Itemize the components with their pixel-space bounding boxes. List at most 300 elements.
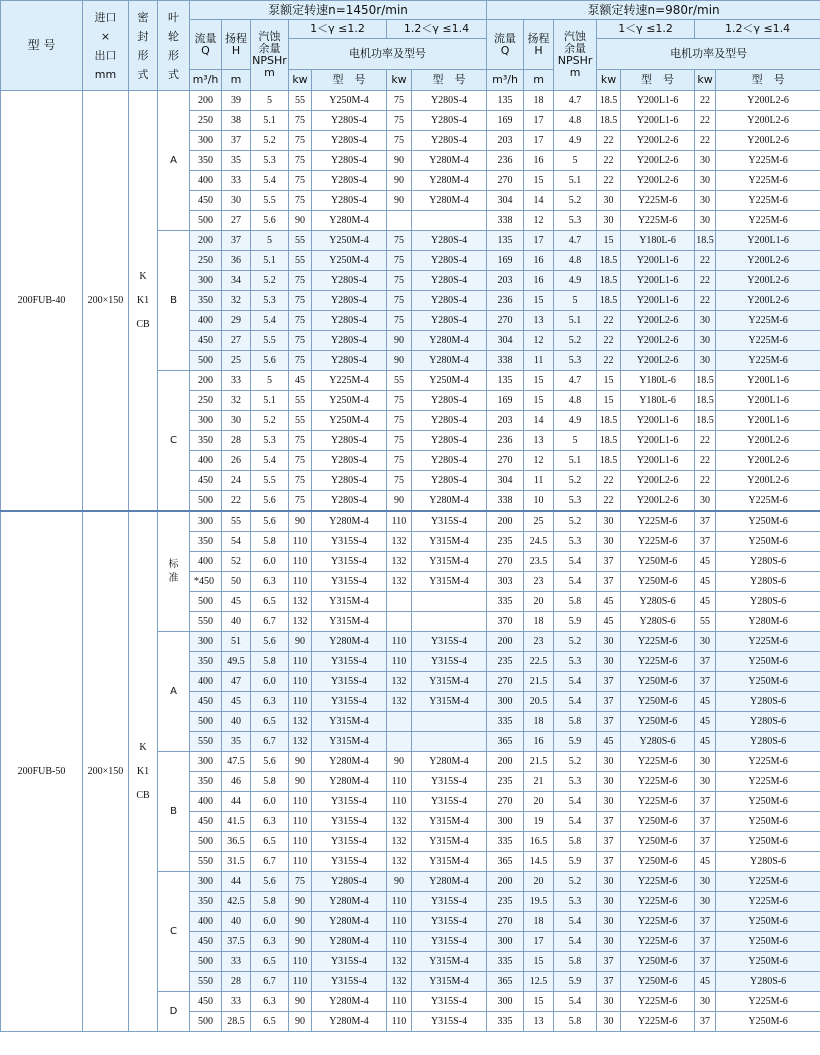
cell-npsh-980: 5 [554, 291, 597, 311]
cell-flow-980: 203 [487, 271, 524, 291]
cell-kw-high-1450 [387, 712, 412, 732]
cell-motor-high-1450: Y280S-4 [412, 451, 487, 471]
cell-kw-low-1450: 75 [289, 311, 312, 331]
cell-flow-980: 303 [487, 572, 524, 592]
cell-npsh-1450: 6.3 [251, 572, 289, 592]
cell-flow-980: 203 [487, 411, 524, 431]
cell-flow-980: 300 [487, 692, 524, 712]
cell-kw-high-980: 18.5 [695, 371, 716, 391]
cell-head-980: 23.5 [524, 552, 554, 572]
cell-motor-high-980: Y200L2-6 [716, 291, 820, 311]
cell-kw-high-1450: 132 [387, 972, 412, 992]
cell-motor-low-980: Y225M-6 [621, 211, 695, 231]
cell-npsh-980: 5 [554, 151, 597, 171]
cell-flow-1450: 400 [190, 311, 222, 331]
cell-motor-high-980: Y200L2-6 [716, 471, 820, 491]
table-row [1, 511, 820, 532]
cell-kw-low-1450: 110 [289, 572, 312, 592]
cell-head-980: 16 [524, 251, 554, 271]
cell-flow-980: 304 [487, 191, 524, 211]
cell-motor-high-1450: Y280M-4 [412, 331, 487, 351]
cell-head-980: 16 [524, 151, 554, 171]
cell-kw-low-1450: 90 [289, 932, 312, 952]
cell-motor-low-980: Y280S-6 [621, 592, 695, 612]
cell-head-1450: 47 [222, 672, 251, 692]
cell-head-980: 15 [524, 992, 554, 1012]
cell-kw-high-980: 22 [695, 131, 716, 151]
cell-flow-1450: 450 [190, 692, 222, 712]
impeller-cell: A [158, 632, 190, 752]
cell-kw-low-980: 18.5 [597, 271, 621, 291]
cell-npsh-980: 5.2 [554, 471, 597, 491]
cell-motor-high-1450: Y315S-4 [412, 1012, 487, 1032]
cell-head-980: 13 [524, 431, 554, 451]
cell-kw-low-1450: 75 [289, 191, 312, 211]
cell-motor-high-980: Y200L2-6 [716, 131, 820, 151]
cell-flow-980: 300 [487, 992, 524, 1012]
cell-kw-low-980: 37 [597, 552, 621, 572]
cell-flow-980: 335 [487, 832, 524, 852]
cell-kw-high-980: 30 [695, 632, 716, 652]
cell-npsh-1450: 5 [251, 91, 289, 111]
cell-head-1450: 32 [222, 291, 251, 311]
cell-flow-980: 270 [487, 912, 524, 932]
cell-kw-low-980: 37 [597, 712, 621, 732]
cell-head-980: 20 [524, 592, 554, 612]
cell-motor-low-1450: Y315S-4 [312, 532, 387, 552]
cell-npsh-1450: 5.8 [251, 532, 289, 552]
cell-flow-1450: 350 [190, 532, 222, 552]
cell-head-980: 15 [524, 371, 554, 391]
cell-motor-low-980: Y250M-6 [621, 832, 695, 852]
cell-head-980: 17 [524, 111, 554, 131]
cell-motor-low-980: Y200L2-6 [621, 331, 695, 351]
cell-npsh-980: 5.3 [554, 532, 597, 552]
cell-motor-high-1450: Y280S-4 [412, 411, 487, 431]
cell-motor-low-980: Y250M-6 [621, 712, 695, 732]
cell-npsh-1450: 6.3 [251, 812, 289, 832]
cell-kw-high-980: 22 [695, 251, 716, 271]
cell-kw-low-1450: 90 [289, 752, 312, 772]
cell-head-980: 14.5 [524, 852, 554, 872]
cell-npsh-980: 4.7 [554, 91, 597, 111]
cell-kw-low-980: 45 [597, 592, 621, 612]
cell-motor-high-1450: Y280S-4 [412, 131, 487, 151]
cell-head-1450: 55 [222, 511, 251, 532]
cell-head-980: 17 [524, 231, 554, 251]
cell-motor-low-1450: Y315M-4 [312, 712, 387, 732]
cell-motor-high-980: Y200L1-6 [716, 231, 820, 251]
cell-motor-low-980: Y225M-6 [621, 532, 695, 552]
cell-kw-high-1450: 110 [387, 932, 412, 952]
header-flow-unit-1450: m³/h [190, 70, 222, 91]
cell-npsh-1450: 6.5 [251, 832, 289, 852]
cell-head-1450: 51 [222, 632, 251, 652]
cell-motor-high-980: Y200L1-6 [716, 391, 820, 411]
cell-motor-high-980: Y225M-6 [716, 331, 820, 351]
cell-npsh-980: 4.7 [554, 231, 597, 251]
cell-head-980: 21.5 [524, 752, 554, 772]
cell-motor-high-980: Y280S-6 [716, 552, 820, 572]
cell-head-1450: 41.5 [222, 812, 251, 832]
cell-kw-low-980: 22 [597, 491, 621, 512]
cell-npsh-1450: 5.6 [251, 491, 289, 512]
cell-head-1450: 40 [222, 612, 251, 632]
cell-npsh-980: 5.4 [554, 692, 597, 712]
cell-motor-low-980: Y225M-6 [621, 511, 695, 532]
cell-kw-high-980: 45 [695, 712, 716, 732]
cell-head-980: 13 [524, 311, 554, 331]
header-type-980-a: 型 号 [621, 70, 695, 91]
cell-kw-high-1450: 90 [387, 171, 412, 191]
header-type-980-b: 型 号 [716, 70, 820, 91]
cell-motor-low-980: Y180L-6 [621, 371, 695, 391]
cell-motor-low-1450: Y280S-4 [312, 491, 387, 512]
cell-npsh-1450: 5.2 [251, 271, 289, 291]
cell-motor-low-980: Y250M-6 [621, 672, 695, 692]
cell-kw-high-980: 37 [695, 1012, 716, 1032]
cell-motor-low-1450: Y315S-4 [312, 792, 387, 812]
header-gamma-high-980: 1.2＜γ ≤1.4 [695, 20, 820, 39]
cell-head-980: 15 [524, 291, 554, 311]
cell-kw-low-980: 15 [597, 371, 621, 391]
cell-npsh-980: 5.8 [554, 832, 597, 852]
cell-motor-high-1450 [412, 612, 487, 632]
cell-flow-980: 236 [487, 291, 524, 311]
cell-motor-high-980: Y200L2-6 [716, 111, 820, 131]
table-row [1, 91, 820, 111]
cell-motor-low-1450: Y250M-4 [312, 411, 387, 431]
cell-kw-low-980: 30 [597, 772, 621, 792]
cell-kw-low-1450: 90 [289, 772, 312, 792]
cell-motor-low-1450: Y280M-4 [312, 632, 387, 652]
header-gamma-high-1450: 1.2＜γ ≤1.4 [387, 20, 487, 39]
cell-kw-high-980: 18.5 [695, 231, 716, 251]
cell-kw-high-980: 30 [695, 992, 716, 1012]
cell-motor-low-980: Y200L2-6 [621, 491, 695, 512]
cell-head-1450: 49.5 [222, 652, 251, 672]
cell-motor-high-980: Y250M-6 [716, 652, 820, 672]
cell-kw-high-980: 30 [695, 191, 716, 211]
cell-kw-low-980: 22 [597, 311, 621, 331]
cell-motor-low-980: Y250M-6 [621, 952, 695, 972]
cell-npsh-1450: 5.6 [251, 211, 289, 231]
cell-kw-high-1450: 75 [387, 271, 412, 291]
cell-npsh-1450: 5.1 [251, 391, 289, 411]
cell-npsh-980: 5.2 [554, 511, 597, 532]
cell-motor-high-1450 [412, 712, 487, 732]
cell-npsh-980: 5.4 [554, 792, 597, 812]
cell-flow-1450: 200 [190, 91, 222, 111]
cell-flow-1450: 500 [190, 592, 222, 612]
cell-kw-low-1450: 75 [289, 131, 312, 151]
cell-npsh-1450: 5.8 [251, 652, 289, 672]
cell-flow-1450: 400 [190, 171, 222, 191]
cell-kw-high-1450: 90 [387, 151, 412, 171]
model-cell: 200FUB-50 [1, 511, 83, 1032]
cell-motor-low-1450: Y225M-4 [312, 371, 387, 391]
header-head-unit-980: m [524, 70, 554, 91]
cell-motor-high-1450: Y315S-4 [412, 932, 487, 952]
cell-flow-1450: 300 [190, 632, 222, 652]
cell-flow-1450: 400 [190, 912, 222, 932]
cell-kw-high-980: 22 [695, 271, 716, 291]
size-cell: 200×150 [83, 91, 129, 512]
seal-code: CB [136, 318, 150, 330]
cell-motor-high-980: Y200L1-6 [716, 371, 820, 391]
cell-kw-high-980: 45 [695, 552, 716, 572]
cell-motor-high-1450: Y315S-4 [412, 992, 487, 1012]
cell-motor-high-1450: Y280M-4 [412, 351, 487, 371]
cell-kw-high-1450: 132 [387, 532, 412, 552]
cell-npsh-980: 5.1 [554, 171, 597, 191]
cell-kw-low-980: 45 [597, 732, 621, 752]
cell-motor-low-1450: Y315M-4 [312, 592, 387, 612]
cell-kw-high-1450: 90 [387, 191, 412, 211]
cell-kw-high-1450: 90 [387, 491, 412, 512]
cell-motor-high-980: Y200L2-6 [716, 271, 820, 291]
cell-npsh-1450: 5.8 [251, 892, 289, 912]
cell-flow-980: 300 [487, 812, 524, 832]
cell-kw-high-1450: 132 [387, 572, 412, 592]
cell-kw-high-1450: 75 [387, 311, 412, 331]
cell-head-1450: 30 [222, 411, 251, 431]
cell-flow-1450: 350 [190, 772, 222, 792]
cell-motor-high-1450: Y280S-4 [412, 471, 487, 491]
cell-kw-high-1450: 75 [387, 111, 412, 131]
cell-npsh-980: 4.9 [554, 271, 597, 291]
cell-head-980: 11 [524, 471, 554, 491]
cell-kw-low-1450: 132 [289, 732, 312, 752]
cell-flow-1450: 450 [190, 471, 222, 491]
header-kw-980-a: kw [597, 70, 621, 91]
impeller-cell: C [158, 872, 190, 992]
cell-npsh-1450: 5.4 [251, 171, 289, 191]
cell-npsh-980: 4.8 [554, 111, 597, 131]
cell-kw-low-980: 22 [597, 151, 621, 171]
cell-kw-high-980: 37 [695, 932, 716, 952]
cell-flow-980: 235 [487, 892, 524, 912]
cell-kw-high-980: 37 [695, 652, 716, 672]
cell-flow-1450: 450 [190, 992, 222, 1012]
cell-motor-low-1450: Y315S-4 [312, 952, 387, 972]
cell-motor-high-980: Y225M-6 [716, 992, 820, 1012]
cell-flow-980: 270 [487, 311, 524, 331]
cell-flow-980: 203 [487, 131, 524, 151]
cell-motor-low-980: Y200L1-6 [621, 271, 695, 291]
cell-motor-high-980: Y250M-6 [716, 832, 820, 852]
cell-flow-980: 270 [487, 451, 524, 471]
cell-motor-low-1450: Y250M-4 [312, 251, 387, 271]
cell-head-1450: 36 [222, 251, 251, 271]
cell-flow-1450: 250 [190, 251, 222, 271]
cell-motor-high-980: Y225M-6 [716, 491, 820, 512]
cell-kw-low-1450: 90 [289, 892, 312, 912]
cell-kw-high-1450: 132 [387, 692, 412, 712]
cell-motor-high-980: Y280M-6 [716, 612, 820, 632]
cell-kw-high-1450: 75 [387, 231, 412, 251]
cell-npsh-1450: 5.3 [251, 151, 289, 171]
cell-motor-high-1450: Y280M-4 [412, 872, 487, 892]
cell-motor-low-980: Y180L-6 [621, 391, 695, 411]
cell-head-1450: 46 [222, 772, 251, 792]
cell-npsh-1450: 5.3 [251, 431, 289, 451]
cell-kw-low-980: 30 [597, 532, 621, 552]
cell-head-1450: 37 [222, 131, 251, 151]
cell-npsh-980: 5.3 [554, 772, 597, 792]
cell-head-980: 19 [524, 812, 554, 832]
cell-npsh-980: 5.3 [554, 211, 597, 231]
cell-kw-high-1450: 132 [387, 832, 412, 852]
cell-kw-high-980: 30 [695, 351, 716, 371]
cell-motor-low-1450: Y280S-4 [312, 451, 387, 471]
cell-kw-low-1450: 75 [289, 872, 312, 892]
cell-npsh-1450: 5.6 [251, 872, 289, 892]
cell-npsh-1450: 5.4 [251, 311, 289, 331]
cell-kw-low-1450: 75 [289, 351, 312, 371]
cell-head-1450: 22 [222, 491, 251, 512]
cell-head-1450: 50 [222, 572, 251, 592]
cell-flow-1450: 400 [190, 672, 222, 692]
cell-head-1450: 26 [222, 451, 251, 471]
cell-head-980: 24.5 [524, 532, 554, 552]
cell-motor-high-980: Y280S-6 [716, 852, 820, 872]
cell-kw-low-1450: 110 [289, 952, 312, 972]
cell-flow-1450: 550 [190, 972, 222, 992]
cell-kw-high-980: 30 [695, 872, 716, 892]
cell-motor-high-980: Y250M-6 [716, 952, 820, 972]
cell-head-980: 16.5 [524, 832, 554, 852]
cell-motor-high-980: Y250M-6 [716, 672, 820, 692]
cell-head-980: 15 [524, 171, 554, 191]
cell-motor-high-1450: Y315S-4 [412, 511, 487, 532]
cell-motor-low-1450: Y280M-4 [312, 1012, 387, 1032]
header-model: 型 号 [1, 1, 83, 91]
cell-motor-low-980: Y200L1-6 [621, 411, 695, 431]
cell-motor-low-1450: Y315S-4 [312, 852, 387, 872]
cell-motor-high-1450: Y315S-4 [412, 892, 487, 912]
cell-kw-high-980: 37 [695, 511, 716, 532]
cell-kw-high-980: 22 [695, 431, 716, 451]
cell-flow-1450: 250 [190, 111, 222, 131]
cell-npsh-980: 5.9 [554, 852, 597, 872]
cell-head-1450: 47.5 [222, 752, 251, 772]
cell-motor-high-1450: Y315M-4 [412, 972, 487, 992]
cell-kw-low-980: 18.5 [597, 251, 621, 271]
cell-kw-low-980: 22 [597, 171, 621, 191]
cell-kw-low-1450: 90 [289, 632, 312, 652]
cell-flow-1450: 550 [190, 732, 222, 752]
cell-npsh-980: 5.4 [554, 672, 597, 692]
cell-npsh-1450: 5.6 [251, 511, 289, 532]
cell-kw-high-980: 55 [695, 612, 716, 632]
cell-npsh-980: 5.4 [554, 552, 597, 572]
cell-npsh-1450: 6.7 [251, 732, 289, 752]
cell-kw-low-1450: 110 [289, 832, 312, 852]
cell-kw-low-980: 37 [597, 672, 621, 692]
cell-npsh-1450: 6.7 [251, 972, 289, 992]
cell-flow-980: 200 [487, 632, 524, 652]
cell-motor-low-1450: Y280M-4 [312, 211, 387, 231]
cell-npsh-980: 4.9 [554, 411, 597, 431]
cell-flow-980: 338 [487, 211, 524, 231]
cell-motor-high-980: Y250M-6 [716, 511, 820, 532]
cell-kw-low-1450: 55 [289, 251, 312, 271]
cell-kw-low-1450: 75 [289, 491, 312, 512]
cell-motor-high-980: Y280S-6 [716, 732, 820, 752]
impeller-cell: A [158, 91, 190, 231]
cell-motor-low-980: Y225M-6 [621, 1012, 695, 1032]
cell-kw-high-980: 30 [695, 211, 716, 231]
cell-kw-low-1450: 110 [289, 692, 312, 712]
cell-motor-high-980: Y250M-6 [716, 812, 820, 832]
cell-motor-high-980: Y200L2-6 [716, 91, 820, 111]
cell-npsh-1450: 5.5 [251, 471, 289, 491]
cell-kw-low-1450: 75 [289, 151, 312, 171]
cell-motor-high-1450: Y280S-4 [412, 271, 487, 291]
cell-motor-low-1450: Y315M-4 [312, 732, 387, 752]
header-gamma-low-980: 1＜γ ≤1.2 [597, 20, 695, 39]
cell-kw-high-1450: 110 [387, 632, 412, 652]
cell-motor-high-1450: Y315S-4 [412, 912, 487, 932]
cell-kw-low-980: 37 [597, 972, 621, 992]
seal-code: K1 [136, 765, 150, 777]
cell-flow-980: 300 [487, 932, 524, 952]
cell-flow-980: 236 [487, 431, 524, 451]
cell-head-980: 12.5 [524, 972, 554, 992]
cell-head-980: 15 [524, 952, 554, 972]
impeller-cell: B [158, 752, 190, 872]
cell-flow-1450: 450 [190, 932, 222, 952]
cell-motor-low-980: Y280S-6 [621, 612, 695, 632]
cell-flow-1450: 300 [190, 271, 222, 291]
cell-motor-high-980: Y225M-6 [716, 632, 820, 652]
cell-motor-high-1450: Y280M-4 [412, 171, 487, 191]
cell-head-1450: 30 [222, 191, 251, 211]
cell-motor-high-980: Y200L1-6 [716, 411, 820, 431]
cell-kw-low-1450: 75 [289, 471, 312, 491]
cell-head-980: 21.5 [524, 672, 554, 692]
cell-flow-980: 338 [487, 491, 524, 512]
cell-motor-high-980: Y225M-6 [716, 311, 820, 331]
cell-motor-high-1450: Y250M-4 [412, 371, 487, 391]
cell-head-1450: 40 [222, 712, 251, 732]
cell-npsh-1450: 5.2 [251, 411, 289, 431]
cell-kw-low-1450: 110 [289, 552, 312, 572]
cell-flow-1450: 350 [190, 431, 222, 451]
cell-npsh-1450: 6.3 [251, 932, 289, 952]
cell-kw-high-1450: 75 [387, 291, 412, 311]
cell-motor-low-1450: Y280M-4 [312, 992, 387, 1012]
cell-motor-high-980: Y225M-6 [716, 171, 820, 191]
cell-head-980: 12 [524, 331, 554, 351]
cell-flow-1450: 550 [190, 612, 222, 632]
cell-flow-980: 304 [487, 471, 524, 491]
cell-head-1450: 39 [222, 91, 251, 111]
cell-motor-high-980: Y225M-6 [716, 872, 820, 892]
cell-kw-high-980: 37 [695, 672, 716, 692]
cell-npsh-1450: 6.7 [251, 852, 289, 872]
cell-head-980: 12 [524, 451, 554, 471]
cell-motor-high-980: Y225M-6 [716, 892, 820, 912]
cell-kw-high-980: 37 [695, 912, 716, 932]
cell-flow-1450: 300 [190, 752, 222, 772]
cell-flow-980: 135 [487, 371, 524, 391]
cell-kw-low-980: 30 [597, 211, 621, 231]
header-npsh-980: 汽蚀 余量 NPSHr m [554, 20, 597, 91]
cell-kw-low-980: 30 [597, 632, 621, 652]
cell-kw-high-980: 37 [695, 792, 716, 812]
